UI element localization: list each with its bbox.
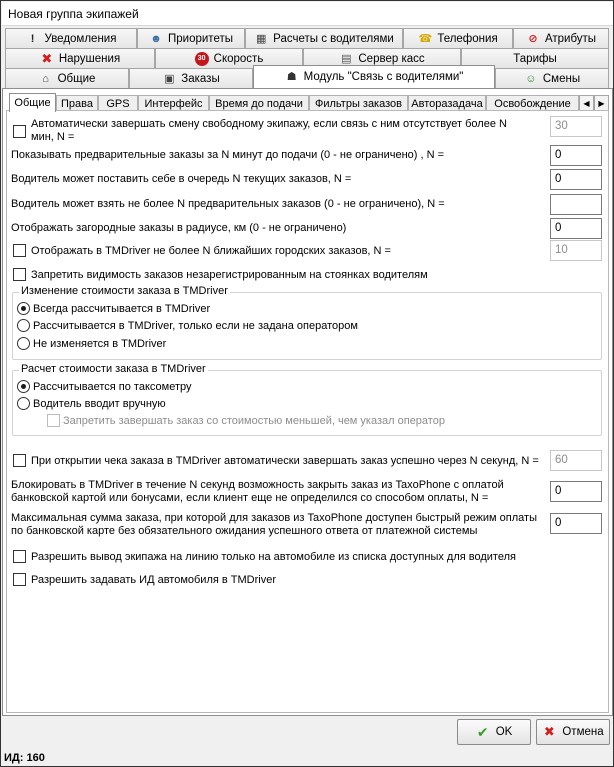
- allow-car-id-label: Разрешить задавать ИД автомобиля в TMDriver: [31, 574, 276, 586]
- home-icon: ⌂: [42, 72, 49, 85]
- inner-tab-time-to-arrival[interactable]: Время до подачи: [209, 95, 309, 111]
- cost-not-changed-radio[interactable]: [17, 337, 30, 350]
- auto-complete-check-input[interactable]: 60: [550, 450, 602, 471]
- ok-button[interactable]: [457, 719, 531, 745]
- cost-change-group: [12, 285, 602, 360]
- tab-label: Телефония: [437, 32, 498, 45]
- hide-unregistered-checkbox[interactable]: [13, 268, 26, 281]
- block-close-input[interactable]: 0: [550, 481, 602, 502]
- tab-label: Скорость: [213, 52, 264, 65]
- cost-calc-group: [12, 363, 602, 436]
- inner-tab-release[interactable]: Освобождение: [486, 95, 579, 111]
- suburban-radius-label: Отображать загородные заказы в радиусе, км (0 - не ограничено): [11, 222, 347, 234]
- phone-icon: ☎: [418, 32, 433, 45]
- tab-label: Заказы: [181, 72, 220, 85]
- general-settings: [6, 110, 609, 713]
- inner-tab-bar: [9, 93, 609, 111]
- red-x-icon: ✖: [41, 50, 53, 66]
- allow-line-label: Разрешить вывод экипажа на линию только на автомобиле из списка доступных для водителя: [31, 551, 516, 563]
- cost-always-calc-radio[interactable]: [17, 302, 30, 315]
- tab-label: Смены: [542, 72, 581, 85]
- auto-end-shift-input[interactable]: 30: [550, 116, 602, 137]
- module-panel: [2, 88, 613, 716]
- auto-end-shift-label: Автоматически завершать смену свободному экипажу, если связь с ним отсутствует более N мин, N =: [31, 118, 507, 143]
- tab-label: Приоритеты: [168, 32, 233, 45]
- ok-label: OK: [495, 726, 513, 738]
- cost-calc-if-no-operator-radio[interactable]: [17, 319, 30, 332]
- tab-violations[interactable]: [5, 48, 155, 68]
- tab-attributes[interactable]: [513, 28, 609, 48]
- speed-sign-icon: 30: [195, 52, 209, 66]
- auto-complete-check-label: При открытии чека заказа в TMDriver автоматически завершать заказ успешно через N секунд, N =: [31, 455, 539, 467]
- driver-enters-manually-label: Водитель вводит вручную: [33, 398, 166, 410]
- tab-row-3: [2, 68, 613, 88]
- inner-tab-auto-assign[interactable]: Авторазадача: [408, 95, 486, 111]
- tab-row-1: [2, 28, 613, 48]
- forbid-lower-cost-checkbox[interactable]: [47, 414, 60, 427]
- tab-priorities[interactable]: [137, 28, 245, 48]
- show-preorders-label: Показывать предварительные заказы за N минут до подачи (0 - не ограничено) , N =: [11, 149, 445, 161]
- cancel-button[interactable]: [536, 719, 610, 745]
- tab-driver-module[interactable]: [253, 65, 495, 88]
- nearest-city-orders-checkbox[interactable]: [13, 244, 26, 257]
- orders-icon: ▣: [164, 72, 175, 85]
- tab-label: Атрибуты: [544, 32, 597, 45]
- queue-orders-input[interactable]: 0: [550, 169, 602, 190]
- tab-scroll-left-icon[interactable]: ◀: [579, 95, 594, 111]
- tab-label: Модуль "Связь с водителями": [303, 71, 464, 83]
- tab-scroll-right-icon[interactable]: ▶: [594, 95, 609, 111]
- tab-label: Общие: [57, 72, 96, 85]
- inner-tab-rights[interactable]: Права: [56, 95, 98, 111]
- tab-label: Нарушения: [58, 52, 121, 65]
- cost-calc-if-no-operator-label: Рассчитывается в TMDriver, только если не задана оператором: [33, 320, 358, 332]
- cost-always-calc-label: Всегда рассчитывается в TMDriver: [33, 303, 211, 315]
- inner-tab-general[interactable]: Общие: [9, 93, 56, 112]
- driver-icon: ☗: [286, 71, 297, 83]
- nearest-city-orders-label: Отображать в TMDriver не более N ближайших городских заказов, N =: [31, 245, 391, 257]
- max-sum-label: Максимальная сумма заказа, при которой для заказов из TaxoPhone доступен быстрый режим оплаты по банковской карте без обязательного ожидания успешного ответа от платежной системы: [11, 512, 537, 537]
- cancel-label: Отмена: [562, 726, 604, 738]
- status-id: ИД: 160: [4, 752, 45, 764]
- window-title: Новая группа экипажей: [2, 2, 613, 26]
- allow-line-checkbox[interactable]: [13, 550, 26, 563]
- tab-label: Расчеты с водителями: [273, 32, 394, 45]
- suburban-radius-input[interactable]: 0: [550, 218, 602, 239]
- calculator-icon: ▦: [255, 32, 267, 45]
- tab-label: Уведомления: [44, 32, 117, 45]
- allow-car-id-checkbox[interactable]: [13, 573, 26, 586]
- red-x-icon: ✖: [543, 724, 555, 739]
- cost-not-changed-label: Не изменяется в TMDriver: [33, 338, 167, 350]
- calc-by-taximeter-label: Рассчитывается по таксометру: [33, 381, 192, 393]
- auto-end-shift-checkbox[interactable]: [13, 125, 26, 138]
- server-icon: ▤: [341, 52, 352, 65]
- tab-shifts[interactable]: [495, 68, 609, 88]
- inner-tab-order-filters[interactable]: Фильтры заказов: [309, 95, 408, 111]
- hide-unregistered-label: Запретить видимость заказов незарегистрированным на стоянках водителям: [31, 269, 428, 281]
- calc-by-taximeter-radio[interactable]: [17, 380, 30, 393]
- auto-complete-check-checkbox[interactable]: [13, 454, 26, 467]
- block-close-label: Блокировать в TMDriver в течение N секунд возможность закрыть заказ из TaxoPhone с оплатой банковской картой или бонусами, если клиент еще не определился со способом оплаты, N =: [11, 479, 504, 504]
- take-preorders-input[interactable]: [550, 194, 602, 215]
- cost-calc-title: Расчет стоимости заказа в TMDriver: [21, 363, 206, 375]
- take-preorders-label: Водитель может взять не более N предварительных заказов (0 - не ограничено), N =: [11, 198, 445, 210]
- inner-tab-gps[interactable]: GPS: [98, 95, 138, 111]
- show-preorders-input[interactable]: 0: [550, 145, 602, 166]
- tab-orders[interactable]: [129, 68, 253, 88]
- queue-orders-label: Водитель может поставить себе в очередь N текущих заказов, N =: [11, 173, 352, 185]
- cost-change-title: Изменение стоимости заказа в TMDriver: [21, 285, 228, 297]
- people-group-icon: ☺: [525, 72, 537, 85]
- forbid-lower-cost-label: Запретить завершать заказ со стоимостью меньшей, чем указал оператор: [63, 415, 445, 427]
- tab-label: Тарифы: [513, 52, 557, 65]
- max-sum-input[interactable]: 0: [550, 513, 602, 534]
- people-icon: ☻: [150, 32, 162, 45]
- checkmark-icon: ✔: [476, 724, 489, 740]
- driver-enters-manually-radio[interactable]: [17, 397, 30, 410]
- tab-general[interactable]: [5, 68, 129, 88]
- tab-label: Сервер касс: [358, 52, 425, 65]
- tab-payments[interactable]: [245, 28, 403, 48]
- no-entry-icon: ⊘: [528, 32, 538, 45]
- inner-tab-interface[interactable]: Интерфейс: [138, 95, 209, 111]
- exclamation-icon: !: [30, 32, 35, 45]
- tab-telephony[interactable]: [403, 28, 513, 48]
- nearest-city-orders-input[interactable]: 10: [550, 240, 602, 261]
- tab-notifications[interactable]: [5, 28, 137, 48]
